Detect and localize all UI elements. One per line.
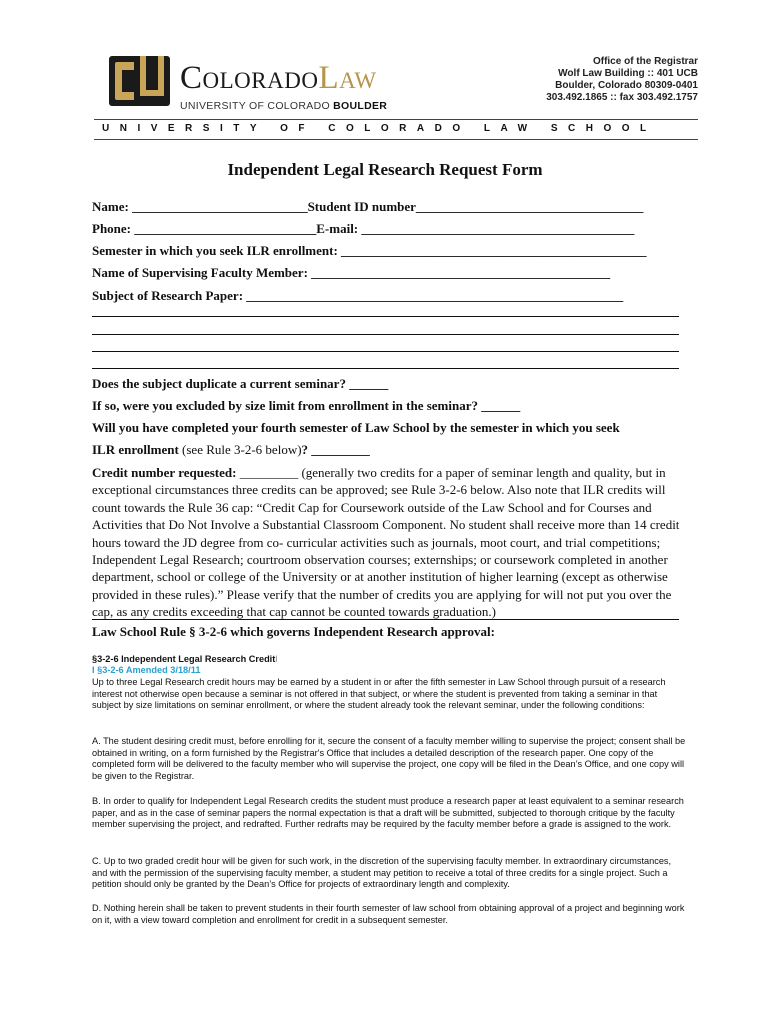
rule-heading-mark: I <box>275 654 278 664</box>
subject-blank-line[interactable] <box>92 316 679 317</box>
rule-clause-b: B. In order to qualify for Independent Legal Research credits the student must produce a research paper at least equivalent to a seminar research paper, and as in the case of seminar papers the normal expectation is that a draft will be submitted, subjected to thorough critique by the faculty member supervising the project, and redrafted. Further redrafts may be required by the faculty member before a grade is assigned to the work. <box>92 796 684 830</box>
brand-name <box>180 58 377 98</box>
cu-logo-icon <box>108 52 172 112</box>
research-subject-field[interactable]: Subject of Research Paper: __________________________________________________________ <box>92 288 624 303</box>
ilr-rule-reference: (see Rule 3-2-6 below) <box>178 442 302 457</box>
phone-email-field[interactable]: Phone: ____________________________E-mail: __________________________________________ <box>92 221 635 236</box>
subject-blank-line[interactable] <box>92 351 679 352</box>
rule-clause-d: D. Nothing herein shall be taken to prevent students in their fourth semester of law school from obtaining approval of a project and beginning work on it, with a view toward completion and enrollment for credit in a subsequent semester. <box>92 903 685 925</box>
rule-heading-text: §3-2-6 Independent Legal Research Credit <box>92 654 276 664</box>
ilr-answer-blank: ? _________ <box>301 442 370 457</box>
rule-clause-a: A. The student desiring credit must, before enrolling for it, secure the consent of a faculty member willing to supervise the project; consent shall be obtained in writing, on a form furnished by the Registrar's Office that includes a detailed description of the research paper. One copy of the completed form will be delivered to the faculty member who will supervise the project, one copy will be filed in the Dean’s Office, and one copy will be given to the Registrar. <box>92 736 686 781</box>
registrar-office-address <box>546 56 698 104</box>
credit-number-label: Credit number requested: <box>92 465 237 480</box>
brand-name-law: Law <box>318 60 377 96</box>
rule-intro: Up to three Legal Research credit hours may be earned by a student in or after the fifth semester in Law School through pursuit of a research interest not otherwise open because a seminar is not offered in that subject, or where the student is prevented from taking a seminar in that subject by size limitations on seminar enrollment, or where the student already took the relevant seminar, under the following conditions: <box>92 677 666 711</box>
semester-field[interactable]: Semester in which you seek ILR enrollment: _______________________________________________ <box>92 243 647 258</box>
rule-clause-c: C. Up to two graded credit hour will be given for such work, in the discretion of the supervising faculty member. In extraordinary circumstances, and with the permission of the supervising faculty member, a student may petition to receive a total of three credits for a single project. Such a petition should only be granted by the Dean’s Office for projects of extraordinary length and complexity. <box>92 856 672 890</box>
duplicate-seminar-question[interactable]: Does the subject duplicate a current seminar? ______ <box>92 376 389 391</box>
credit-number-paragraph[interactable] <box>92 464 682 621</box>
subject-blank-line[interactable] <box>92 334 679 335</box>
ilr-enrollment-question[interactable] <box>92 442 370 458</box>
office-line: Wolf Law Building :: 401 UCB <box>558 68 698 79</box>
subject-blank-line[interactable] <box>92 368 679 369</box>
rule-heading <box>92 654 278 664</box>
fourth-semester-question: Will you have completed your fourth semester of Law School by the semester in which you seek <box>92 420 620 435</box>
supervising-faculty-field[interactable]: Name of Supervising Faculty Member: ______________________________________________ <box>92 265 611 280</box>
form-title: Independent Legal Research Request Form <box>227 160 543 179</box>
divider-bottom <box>94 139 698 140</box>
brand-subtitle-light: UNIVERSITY OF COLORADO <box>180 100 334 112</box>
office-line: Office of the Registrar <box>592 56 698 67</box>
school-name-banner: UNIVERSITY OF COLORADO LAW SCHOOL <box>102 123 657 134</box>
brand-subtitle <box>180 100 387 112</box>
office-line: 303.492.1865 :: fax 303.492.1757 <box>546 92 698 103</box>
rule-section-heading: Law School Rule § 3-2-6 which governs Independent Research approval: <box>92 624 495 639</box>
credit-number-text: _________ (generally two credits for a paper of seminar length and quality, but in exceptional circumstances three credits can be approved; see Rule 3-2-6 below. Also note that ILR credits will count towards the Rule 36 cap: “Credit Cap for Coursework outside of the Law School and for Courses and Activities that Do Not Involve a Substantial Classroom Component. No student shall receive more than 14 credit hours toward the JD degree from co- curricular activities such as journals, moot court, and trial competitions; Independent Legal Research; courtroom observation courses; externships; or coursework completed in another department, school or college of the University or at another institution of higher learning (except as otherwise provided in these rules).” Please verify that the number of credits you are applying for will not put you over the cap, as any credits exceeding that cap cannot be counted towards graduation.) <box>92 465 680 620</box>
section-divider-line <box>92 619 679 620</box>
rule-amended-link[interactable]: I §3-2-6 Amended 3/18/11 <box>92 665 201 675</box>
ilr-bold-label: ILR enrollment <box>92 442 179 457</box>
name-field[interactable]: Name: ___________________________Student ID number___________________________________ <box>92 199 644 214</box>
office-line: Boulder, Colorado 80309-0401 <box>555 80 698 91</box>
brand-name-first: Colorado <box>180 60 319 96</box>
divider-top <box>94 119 698 120</box>
excluded-size-limit-question[interactable]: If so, were you excluded by size limit from enrollment in the seminar? ______ <box>92 398 521 413</box>
brand-subtitle-bold: BOULDER <box>333 100 388 112</box>
